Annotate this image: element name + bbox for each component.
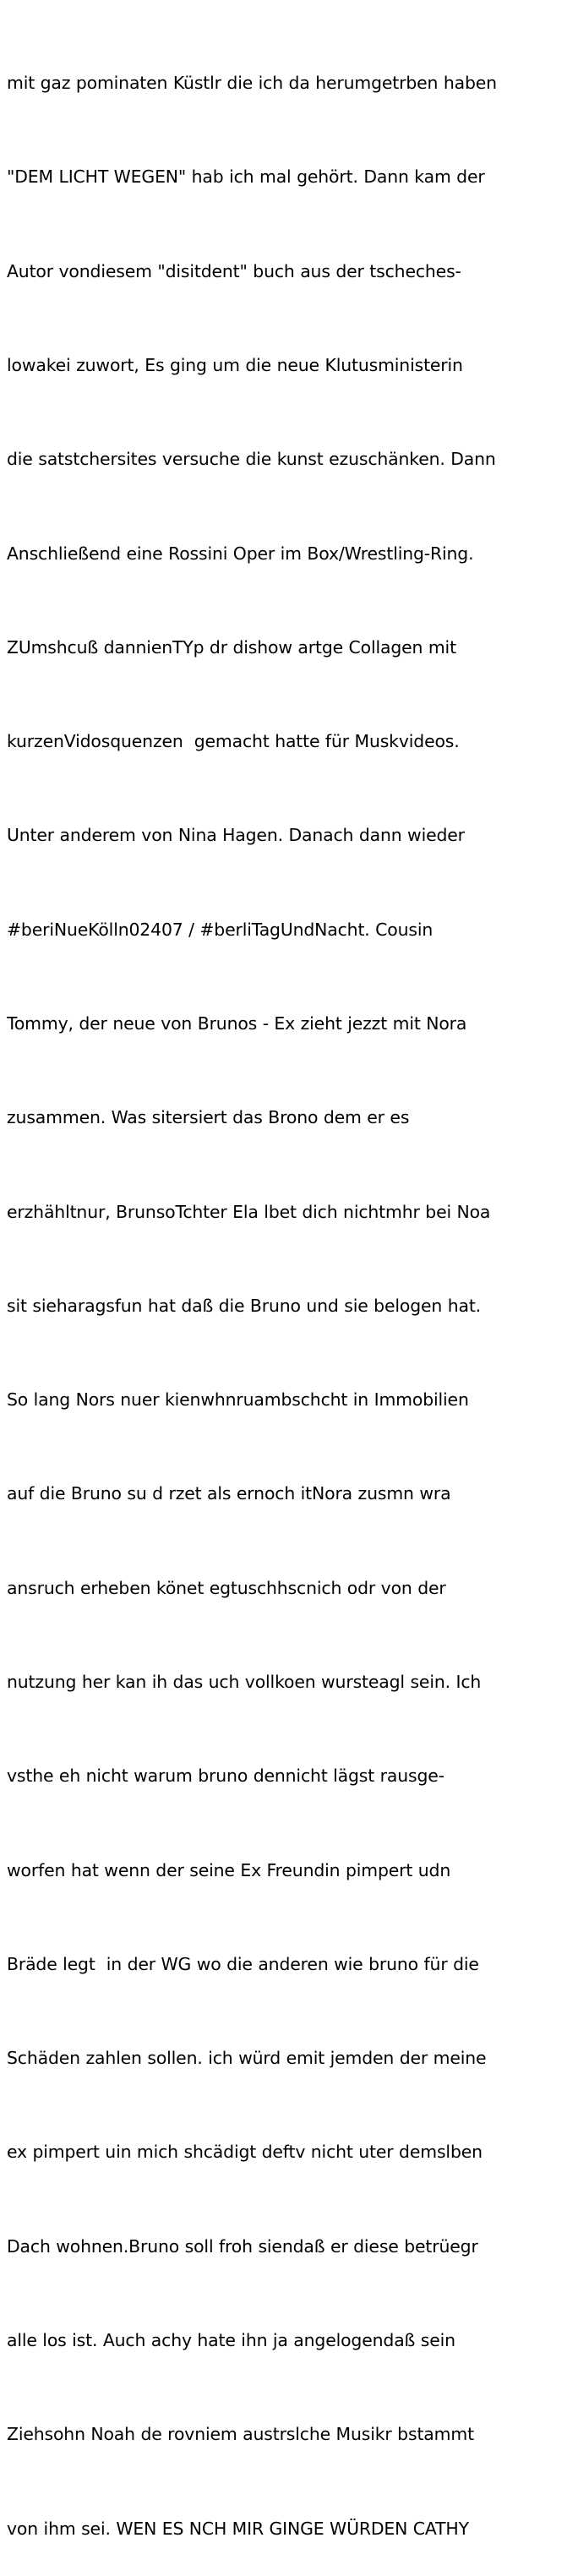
text-line: ZUmshcuß dannienTYp dr dishow artge Collagen mit (7, 636, 456, 658)
text-line: alle los ist. Auch achy hate ihn ja angelogendaß sein (7, 2329, 455, 2350)
text-line: nutzung her kan ih das uch vollkoen wursteagl sein. Ich (7, 1671, 482, 1692)
text-line: auf die Bruno su d rzet als ernoch itNora zusmn wra (7, 1483, 451, 1504)
text-line: Ziehsohn Noah de rovniem austrslche Musikr bstammt (7, 2424, 474, 2445)
text-line: "DEM LICHT WEGEN" hab ich mal gehört. Dann kam der (7, 166, 485, 188)
text-line: lowakei zuwort, Es ging um die neue Klutusministerin (7, 355, 463, 376)
text-line: sit sieharagsfun hat daß die Bruno und sie belogen hat. (7, 1295, 481, 1316)
text-line: von ihm sei. WEN ES NCH MIR GINGE WÜRDEN CATHY (7, 2518, 469, 2539)
text-line: Tommy, der neue von Brunos - Ex zieht jezzt mit Nora (7, 1013, 467, 1034)
text-line: Unter anderem von Nina Hagen. Danach dann wieder (7, 825, 465, 846)
text-line: zusammen. Was sitersiert das Brono dem er es (7, 1107, 410, 1128)
text-line: ansruch erheben könet egtuschhscnich odr von der (7, 1577, 446, 1598)
text-line: kurzenVidosquenzen gemacht hatte für Muskvideos. (7, 731, 460, 752)
text-line: ex pimpert uin mich shcädigt deftv nicht uter demslben (7, 2142, 483, 2163)
text-line: Dach wohnen.Bruno soll froh siendaß er diese betrüegr (7, 2235, 478, 2257)
text-line: So lang Nors nuer kienwhnruambschcht in Immobilien (7, 1389, 469, 1411)
text-line: Schäden zahlen sollen. ich würd emit jemden der meine (7, 2048, 487, 2069)
text-line: Anschließend eine Rossini Oper im Box/Wrestling-Ring. (7, 543, 474, 564)
text-line: Autor vondiesem "disitdent" buch aus der tscheches- (7, 260, 461, 281)
text-line: vsthe eh nicht warum bruno dennicht lägst rausge- (7, 1766, 444, 1787)
text-line: worfen hat wenn der seine Ex Freundin pimpert udn (7, 1859, 451, 1880)
text-line: erzhähltnur, BrunsoTchter Ela lbet dich nichtmhr bei Noa (7, 1201, 491, 1222)
text-line: Bräde legt in der WG wo die anderen wie bruno für die (7, 1953, 479, 1974)
text-line: #beriNueKölln02407 / #berliTagUndNacht. Cousin (7, 919, 434, 940)
text-line: mit gaz pominaten Küstlr die ich da herumgetrben haben (7, 73, 497, 94)
text-line: die satstchersites versuche die kunst ezuschänken. Dann (7, 449, 496, 470)
